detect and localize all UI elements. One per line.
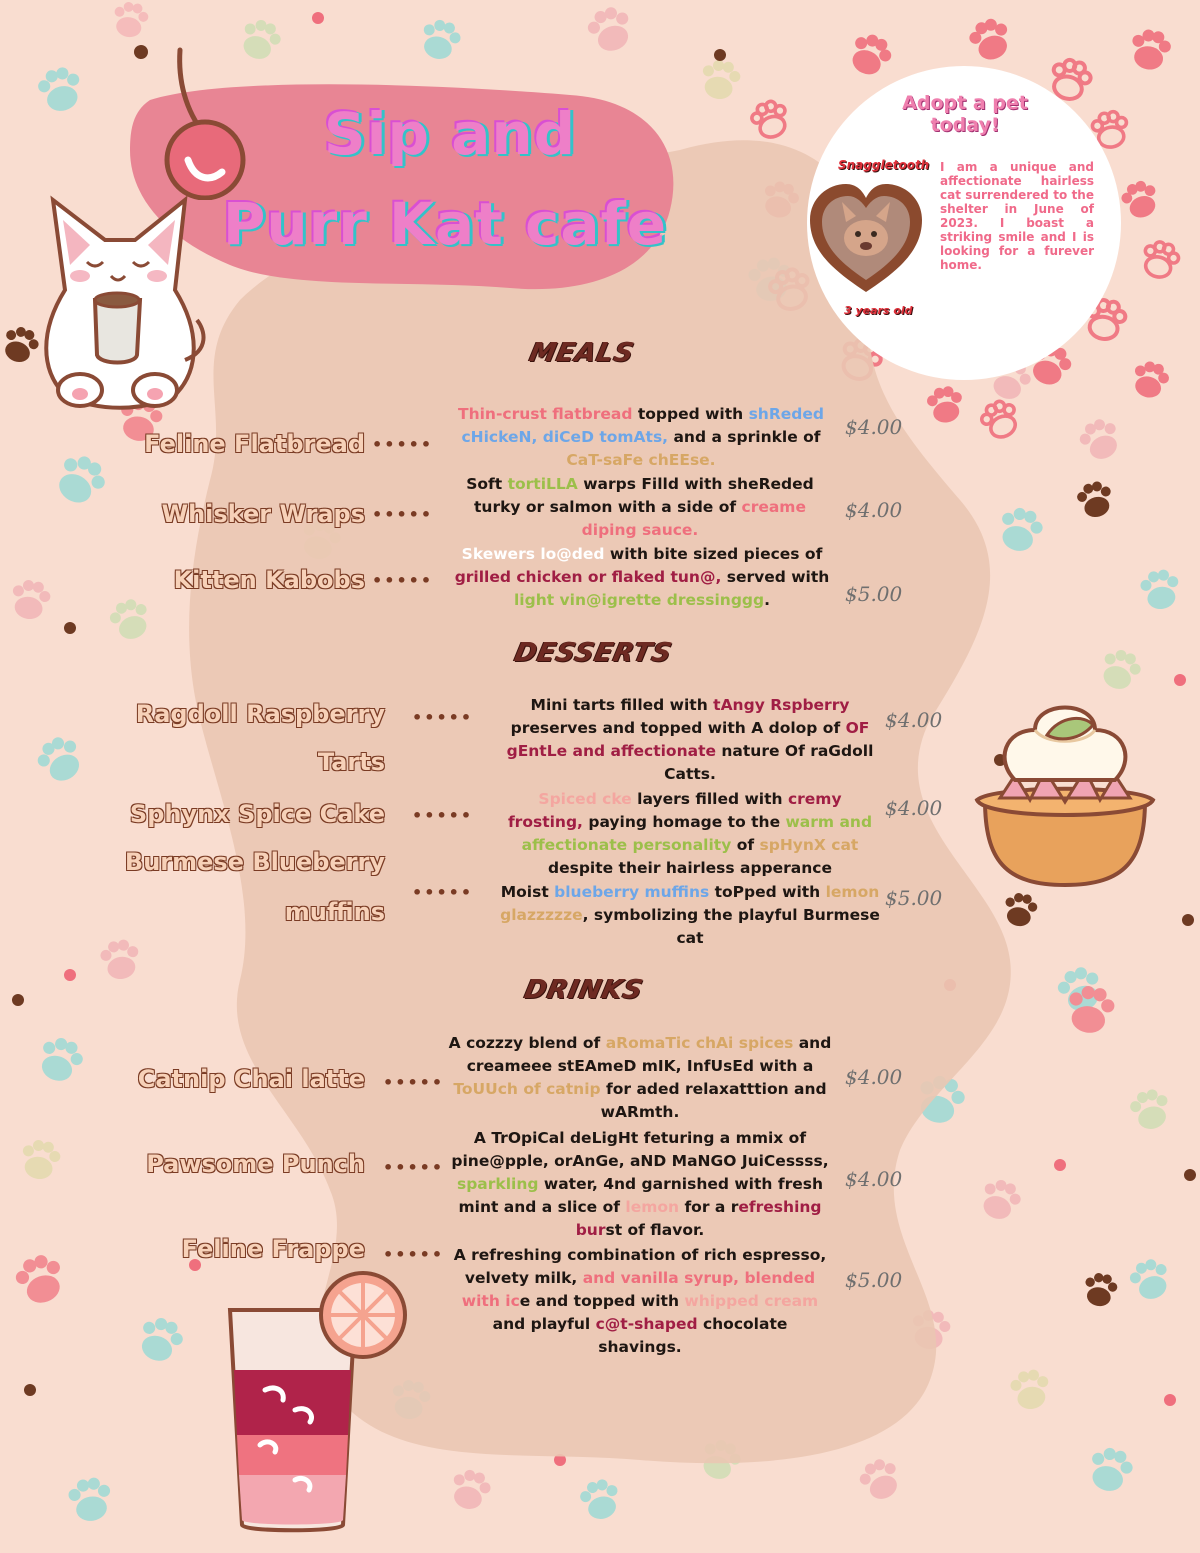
item-desc-punch: [445, 1127, 835, 1242]
desc-span: and playful: [492, 1315, 596, 1333]
desc-span: grilled chicken or flaked tun@,: [454, 568, 722, 586]
pet-age: 3 years old: [844, 304, 913, 317]
leader-dots: •••••: [412, 883, 474, 902]
leader-dots: •••••: [372, 435, 434, 454]
leader-dots: •••••: [383, 1073, 445, 1092]
desc-span: warm and affectionate personality: [521, 813, 873, 854]
drink-glass-icon: [215, 1270, 415, 1540]
item-price-chai: $4.00: [845, 1065, 903, 1089]
desc-span: c@t-shaped: [595, 1315, 698, 1333]
desc-span: st of flavor.: [605, 1221, 705, 1239]
desc-span: despite their hairless apperance: [548, 859, 832, 877]
desc-span: cHickeN, diCeD tomAts,: [461, 428, 669, 446]
item-name-punch: Pawsome Punch: [146, 1150, 365, 1178]
desc-span: topped with: [632, 405, 749, 423]
item-name-tarts-line2: Tarts: [317, 748, 385, 776]
item-price-tarts: $4.00: [885, 708, 943, 732]
item-price-frappe: $5.00: [845, 1268, 903, 1292]
item-price-punch: $4.00: [845, 1167, 903, 1191]
desc-span: sparkling: [456, 1175, 539, 1193]
desc-span: and vanilla syrup, blended with ic: [461, 1269, 816, 1310]
desc-span: Thin-crust flatbread: [458, 405, 633, 423]
desc-span: .: [764, 591, 771, 609]
item-desc-flatbread: [448, 403, 834, 472]
item-price-kabobs: $5.00: [845, 582, 903, 606]
item-price-flatbread: $4.00: [845, 415, 903, 439]
leader-dots: •••••: [383, 1158, 445, 1177]
desc-span: shReded: [748, 405, 824, 423]
section-meals: MEALS: [526, 338, 638, 368]
desc-span: aRomaTic chAi spices: [605, 1034, 794, 1052]
item-desc-chai: [445, 1032, 835, 1124]
adopt-title-line-2: today!: [930, 114, 1000, 136]
desc-span: Mini tarts filled with: [530, 696, 714, 714]
section-desserts: DESSERTS: [511, 638, 676, 668]
desc-span: paying homage to the: [582, 813, 786, 831]
desc-span: light vin@igrette dressinggg: [513, 591, 765, 609]
desc-span: for aded relaxatttion and wARmth.: [600, 1080, 827, 1121]
item-desc-kabobs: [452, 543, 832, 612]
desc-span: whipped cream: [684, 1292, 819, 1310]
desc-span: cremy frosting,: [507, 790, 842, 831]
desc-span: with bite sized pieces of: [604, 545, 823, 563]
desc-span: preserves and topped with A dolop of: [510, 719, 846, 737]
leader-dots: •••••: [372, 505, 434, 524]
section-drinks: DRINKS: [521, 975, 647, 1005]
cherry-icon: [150, 40, 290, 200]
desc-span: e and topped with: [519, 1292, 685, 1310]
item-name-frappe: Feline Frappe: [181, 1235, 365, 1263]
tart-icon: [965, 690, 1165, 890]
desc-span: and creameee stEAmeD mIK, InfUsEd with a: [466, 1034, 832, 1075]
desc-span: layers filled with: [631, 790, 788, 808]
adopt-title-line-1: Adopt a pet: [902, 92, 1028, 114]
desc-span: Moist: [500, 883, 555, 901]
pet-bio: I am a unique and affectionate hairless cat surrendered to the shelter in June of 2023. I boast a striking smile and I is looking for a furever home.: [940, 160, 1094, 272]
item-name-flatbread: Feline Flatbread: [144, 430, 365, 458]
item-name-cake: Sphynx Spice Cake: [129, 800, 385, 828]
desc-span: chocolate shavings.: [598, 1315, 788, 1356]
item-name-muffins-line1: Burmese Blueberry: [124, 848, 385, 876]
desc-span: Spiced cke: [538, 790, 632, 808]
desc-span: tAngy Rspberry: [713, 696, 850, 714]
item-name-wraps: Whisker Wraps: [161, 500, 365, 528]
item-name-tarts-line1: Ragdoll Raspberry: [135, 700, 385, 728]
item-name-chai: Catnip Chai latte: [137, 1065, 365, 1093]
desc-span: creame diping sauce.: [581, 498, 806, 539]
desc-span: lemon glazzzzze: [500, 883, 880, 924]
leader-dots: •••••: [412, 708, 474, 727]
item-desc-wraps: [455, 473, 825, 542]
item-price-muffins: $5.00: [885, 886, 943, 910]
desc-span: of: [731, 836, 760, 854]
heart-frame-icon: [806, 180, 926, 300]
desc-span: served with: [721, 568, 830, 586]
desc-span: blueberry muffins: [554, 883, 710, 901]
desc-span: Skewers lo@ded: [461, 545, 605, 563]
desc-span: A cozzzy blend of: [448, 1034, 606, 1052]
cat-with-cup-icon: [25, 180, 215, 415]
desc-span: warps Filld with sheReded turky or salmon with a side of: [474, 475, 814, 516]
item-price-cake: $4.00: [885, 796, 943, 820]
item-desc-frappe: [450, 1244, 830, 1359]
leader-dots: •••••: [372, 571, 434, 590]
item-desc-muffins: [500, 881, 880, 950]
desc-span: , symbolizing the playful Burmese cat: [582, 906, 880, 947]
desc-span: Soft: [466, 475, 508, 493]
pet-name: Snaggletooth: [838, 158, 930, 172]
leader-dots: •••••: [412, 806, 474, 825]
desc-span: toPped with: [709, 883, 826, 901]
item-name-kabobs: Kitten Kabobs: [173, 566, 365, 594]
desc-span: efreshing bur: [575, 1198, 822, 1239]
desc-span: tortiLLA: [507, 475, 578, 493]
desc-span: A TrOpiCal deLigHt feturing a mmix of pine@pple, orAnGe, aND MaNGO JuiCessss,: [451, 1129, 829, 1170]
item-desc-tarts: [500, 694, 880, 786]
title-line-1: Sip and: [323, 100, 577, 168]
desc-span: A refreshing combination of rich espresso, velvety milk,: [453, 1246, 827, 1287]
desc-span: spHynX cat: [759, 836, 859, 854]
item-price-wraps: $4.00: [845, 498, 903, 522]
desc-span: OF gEntLe and affectionate: [506, 719, 870, 760]
desc-span: nature Of raGdoll Catts.: [664, 742, 874, 783]
desc-span: lemon: [625, 1198, 680, 1216]
title-line-2: Purr Kat cafe: [222, 190, 668, 258]
desc-span: water, 4nd garnished with fresh mint and a slice of: [458, 1175, 823, 1216]
adopt-title: [850, 92, 1080, 136]
leader-dots: •••••: [383, 1245, 445, 1264]
desc-span: for a r: [679, 1198, 739, 1216]
item-name-muffins-line2: muffins: [284, 898, 385, 926]
desc-span: and a sprinkle of: [668, 428, 821, 446]
desc-span: ToUUch of catnip: [453, 1080, 601, 1098]
item-desc-cake: [500, 788, 880, 880]
desc-span: CaT-saFe chEEse.: [566, 451, 716, 469]
